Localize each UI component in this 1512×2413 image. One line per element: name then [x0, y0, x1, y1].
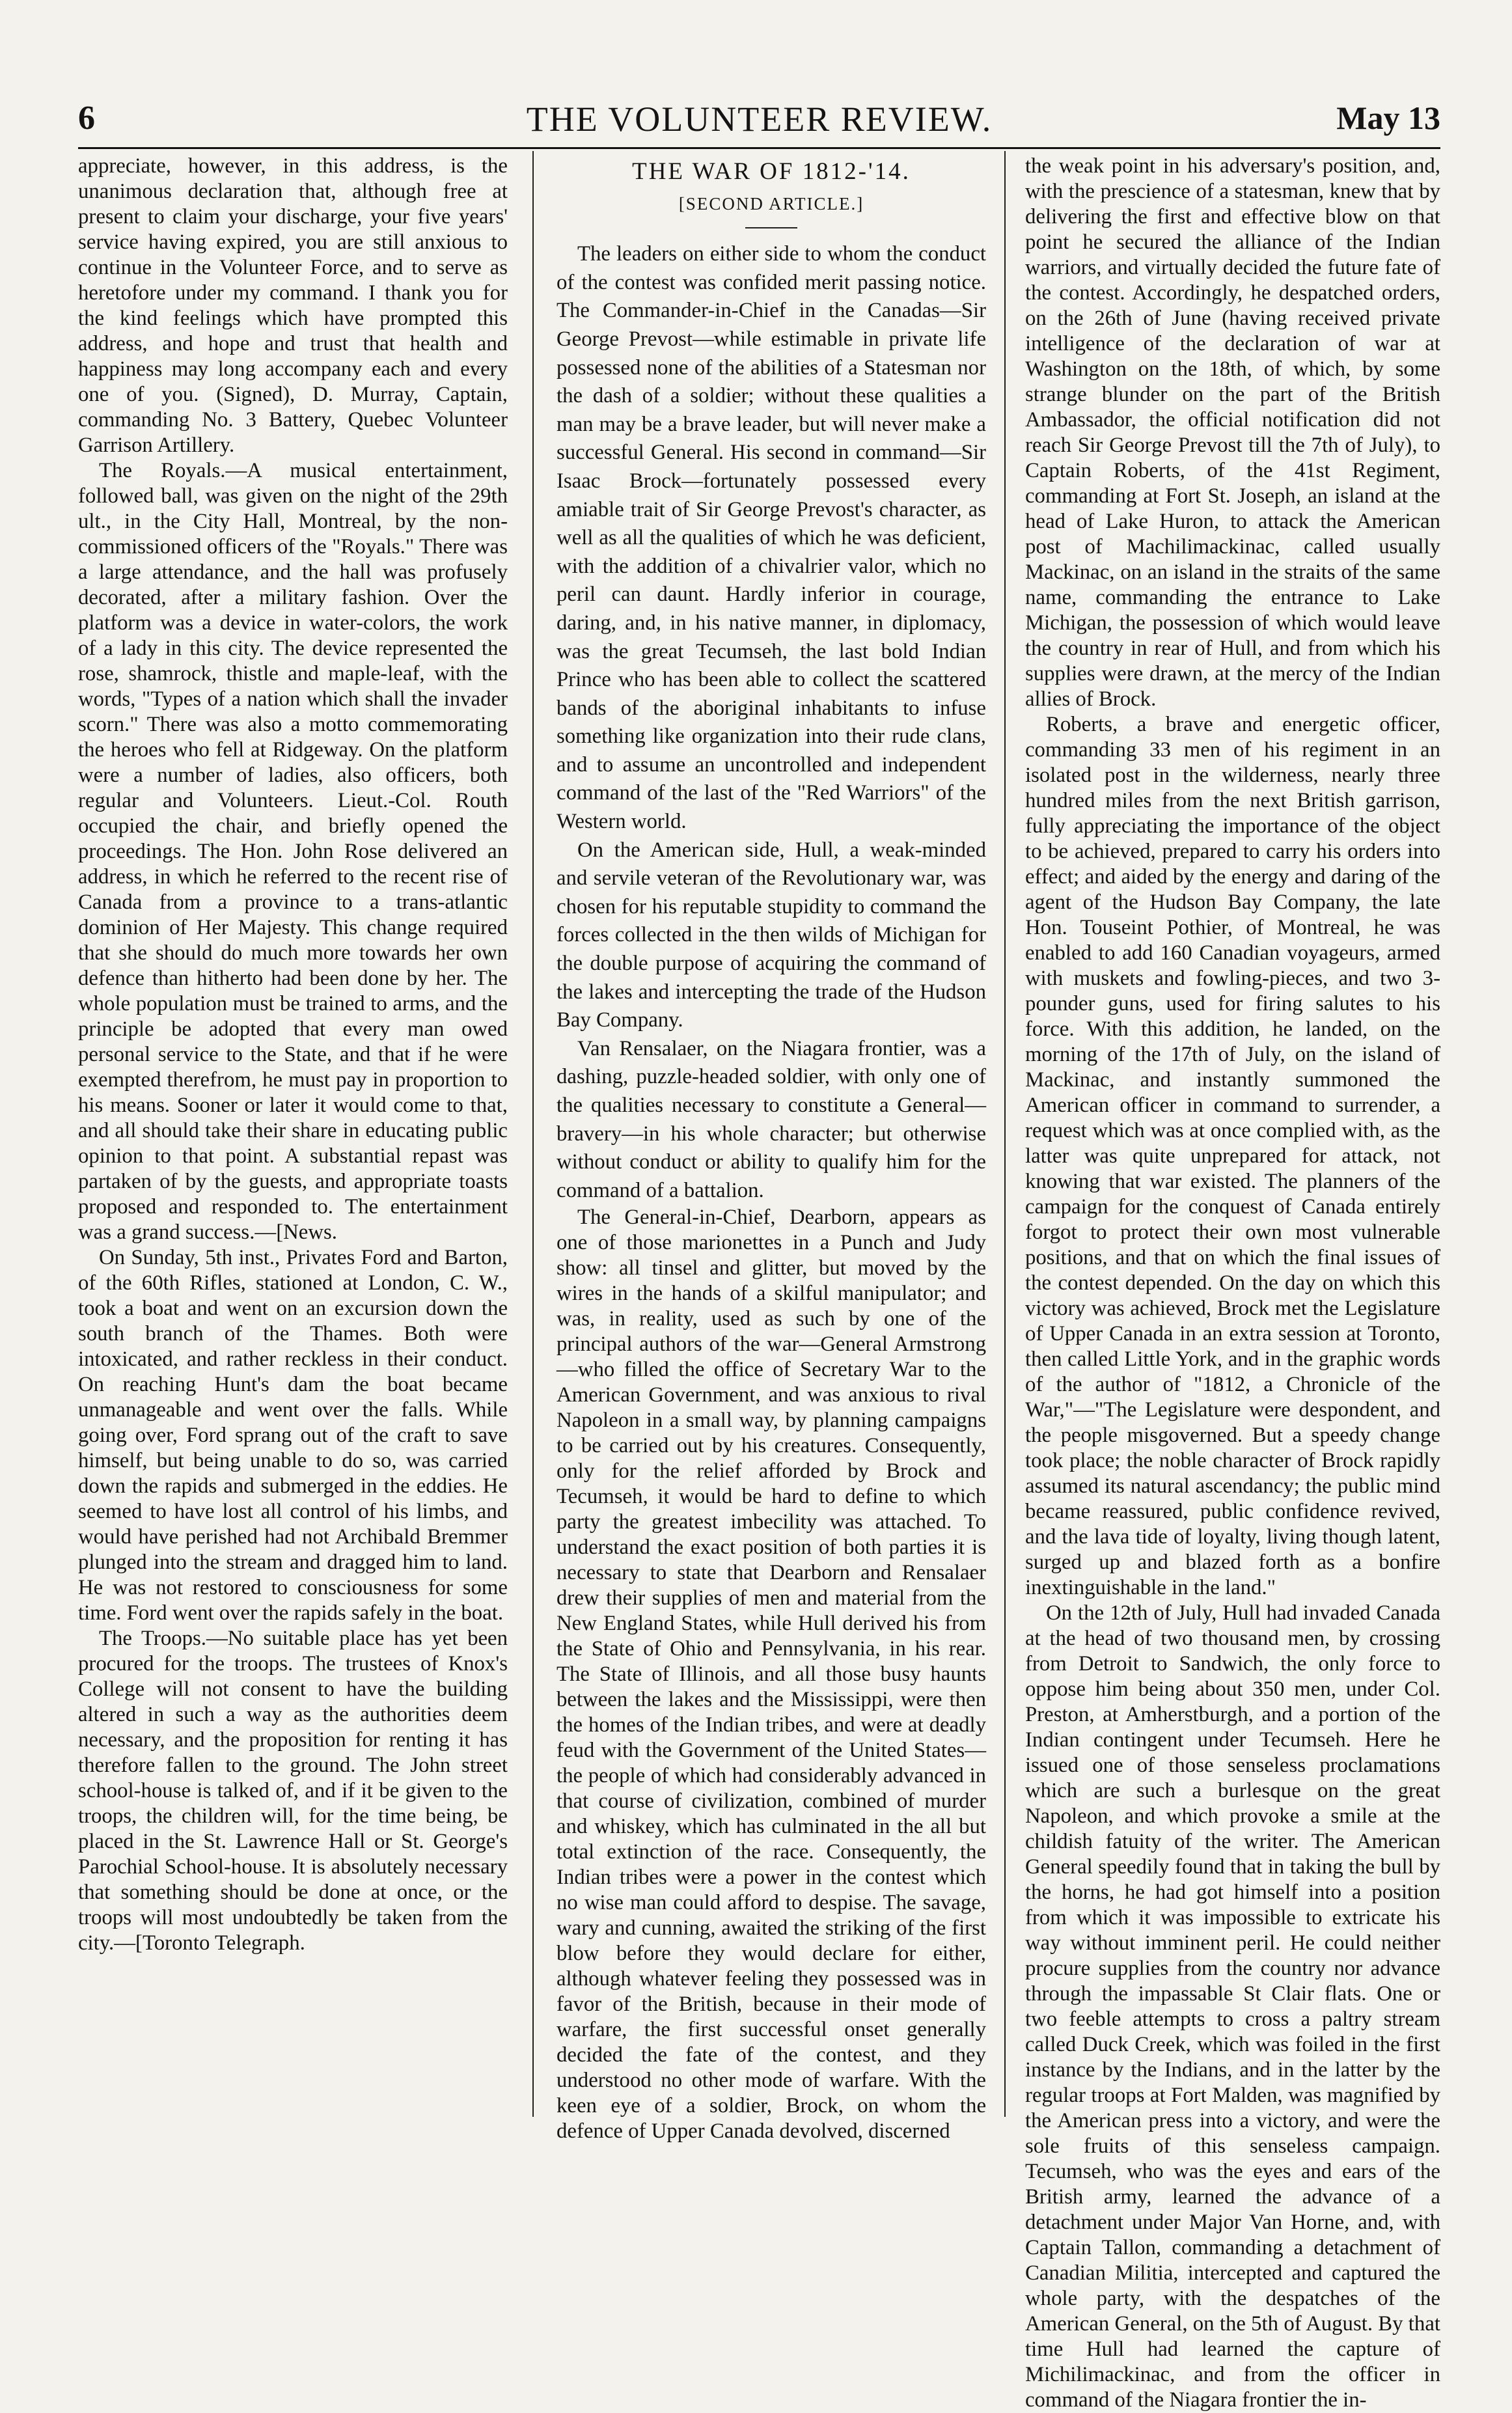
article-title: THE WAR OF 1812-'14.: [632, 158, 911, 185]
middle-column: [557, 154, 986, 2144]
article-paragraph: The leaders on either side to whom the conduct of the contest was confided merit passing notice. The Commander-in-Chief in the Canadas—Sir George Prevost—while estimable in private life possessed none of the abilities of a Statesman nor the dash of a soldier; without these qualities a man may be a brave leader, but will never make a successful General. His second in command—Sir Isaac Brock—fortunately possessed every amiable trait of Sir George Prevost's character, as well as all the qualities of which he was deficient, with the addition of a chivalrier valor, which no peril can daunt. Hardly inferior in courage, daring, and, in his native manner, in diplomacy, was the great Tecumseh, the last bold Indian Prince who has been able to collect the scattered bands of the aboriginal inhabitants to infuse something like organization into their rude clans, and to assume an uncontrolled and independent command of the last of the "Red Warriors" of the Western world.: [557, 242, 986, 834]
article-paragraph: On the 12th of July, Hull had invaded Canada at the head of two thousand men, by crossing from Detroit to Sandwich, the only force to oppose him being about 350 men, under Col. Preston, at Amherstburgh, and a portion of the Indian contingent under Tecumseh. Here he issued one of those senseless proclamations which are such a burlesque on the great Napoleon, and which provoke a smile at the childish fatuity of the writer. The American General speedily found that in taking the bull by the horns, he had got himself into a position from which it was impossible to extricate his way without imminent peril. He could neither procure supplies from the country nor advance through the impassable St Clair flats. One or two feeble attempts to cross a paltry stream called Duck Creek, which was foiled in the first instance by the Indians, and in the latter by the regular troops at Fort Malden, was magnified by the American press into a victory, and were the sole fruits of this senseless campaign. Tecumseh, who was the eyes and ears of the British army, learned the advance of a detachment under Major Van Horne, and, with Captain Tallon, commanding a detachment of Canadian Militia, intercepted and captured the whole party, with the despatches of the American General, on the 5th of August. By that time Hull had learned the capture of Michilimackinac, and from the officer in command of the Niagara frontier the in-: [1025, 1601, 1440, 2412]
right-column: [1025, 154, 1440, 2412]
title-rule: [745, 227, 797, 228]
article-paragraph: The Royals.—A musical entertainment, followed ball, was given on the night of the 29th ult., in the City Hall, Montreal, by the non-commissioned officers of the "Royals." There was a large attendance, and the hall was profusely decorated, after a military fashion. Over the platform was a device in water-colors, the work of a lady in this city. The device represented the rose, shamrock, thistle and maple-leaf, with the words, "Types of a nation which shall the invader scorn." There was also a motto commemorating the heroes who fell at Ridgeway. On the platform were a number of ladies, also officers, both regular and Volunteers. Lieut.-Col. Routh occupied the chair, and briefly opened the proceedings. The Hon. John Rose delivered an address, in which he referred to the recent rise of Canada from a province to a trans-atlantic dominion of Her Majesty. This change required that she should do much more towards her own defence than hitherto had been done by her. The whole population must be trained to arms, and the principle be adopted that every man owed personal service to the State, and that if he were exempted therefrom, he must pay in proportion to his means. Sooner or later it would come to that, and all should take their share in educating public opinion to that point. A substantial repast was partaken of by the guests, and appropriate toasts proposed and responded to. The entertainment was a grand success.—[News.: [78, 459, 508, 1244]
journal-title: THE VOLUNTEER REVIEW.: [526, 100, 993, 139]
column-divider: [532, 151, 534, 2117]
column-divider: [1004, 151, 1006, 2117]
article-paragraph: Roberts, a brave and energetic officer, commanding 33 men of his regiment in an isolated post in the wilderness, nearly three hundred miles from the next British garrison, fully appreciating the importance of the object to be achieved, prepared to carry his orders into effect; and aided by the energy and daring of the agent of the Hudson Bay Company, the late Hon. Touseint Pothier, of Montreal, he was enabled to add 160 Canadian voyageurs, armed with muskets and fowling-pieces, and two 3-pounder guns, used for firing salutes to his force. With this addition, he landed, on the morning of the 17th of July, on the island of Mackinac, and instantly summoned the American officer in command to surrender, a request which was at once complied with, as the latter was quite unprepared for attack, not knowing that war existed. The planners of the campaign for the conquest of Canada entirely forgot to protect their own most vulnerable positions, and that on which the final issues of the contest depended. On the day on which this victory was achieved, Brock met the Legislature of Upper Canada in an extra session at Toronto, then called Little York, and in the graphic words of the author of "1812, a Chronicle of the War,"—"The Legislature were despondent, and the people misgoverned. But a speedy change took place; the noble character of Brock rapidly assumed its natural ascendancy; the public mind became reassured, public confidence revived, and the lava tide of loyalty, living though latent, surged up and blazed forth as a bonfire inextinguishable in the land.": [1025, 713, 1440, 1599]
article-paragraph: On Sunday, 5th inst., Privates Ford and Barton, of the 60th Rifles, stationed at London, C. W., took a boat and went on an excursion down the south branch of the Thames. Both were intoxicated, and rather reckless in their conduct. On reaching Hunt's dam the boat became unmanageable and went over the falls. While going over, Ford sprang out of the craft to save himself, but being unable to do so, was carried down the rapids and submerged in the eddies. He seemed to have lost all control of his limbs, and would have perished had not Archibald Bremmer plunged into the stream and dragged him to land. He was not restored to consciousness for some time. Ford went over the rapids safely in the boat.: [78, 1246, 508, 1625]
article-paragraph: appreciate, however, in this address, is the unanimous declaration that, although free at present to claim your discharge, your five years' service having expired, you are still anxious to continue in the Volunteer Force, and to serve as heretofore under my command. I thank you for the kind feelings which have prompted this address, and hope and trust that health and happiness may long accompany each and every one of you. (Signed), D. Murray, Captain, commanding No. 3 Battery, Quebec Volunteer Garrison Artillery.: [78, 154, 508, 457]
article-subtitle: [SECOND ARTICLE.]: [678, 193, 864, 214]
page-header: [78, 99, 1440, 147]
article-paragraph: The Troops.—No suitable place has yet been procured for the troops. The trustees of Knox's College will not consent to have the building altered in such a way as the authorities deem necessary, and the proposition for renting it has therefore fallen to the ground. The John street school-house is talked of, and if it be given to the troops, the children will, for the time being, be placed in the St. Lawrence Hall or St. George's Parochial School-house. It is absolutely necessary that something should be done at once, or the troops will most undoubtedly be taken from the city.—[Toronto Telegraph.: [78, 1627, 508, 1955]
article-paragraph: On the American side, Hull, a weak-minded and servile veteran of the Revolutionary war, was chosen for his reputable stupidity to command the forces collected in the then wilds of Michigan for the double purpose of acquiring the command of the lakes and intercepting the trade of the Hudson Bay Company.: [557, 838, 986, 1032]
article-paragraph: Van Rensalaer, on the Niagara frontier, was a dashing, puzzle-headed soldier, with only one of the qualities necessary to constitute a General—bravery—in his whole character; but otherwise without conduct or ability to qualify him for the command of a battalion.: [557, 1036, 986, 1202]
header-rule: [78, 147, 1440, 149]
page-number: 6: [78, 100, 95, 137]
article-paragraph: the weak point in his adversary's position, and, with the prescience of a statesman, knew that by delivering the first and effective blow on that point he secured the alliance of the Indian warriors, and virtually decided the future fate of the contest. Accordingly, he despatched orders, on the 26th of June (having received private intelligence of the declaration of war at Washington on the 18th, of which, by some strange blunder on the part of the British Ambassador, the official notification did not reach Sir George Prevost till the 7th of July), to Captain Roberts, of the 41st Regiment, commanding at Fort St. Joseph, an island at the head of Lake Huron, to attack the American post of Machilimackinac, called usually Mackinac, on an island in the straits of the same name, commanding the entrance to Lake Michigan, the possession of which would leave the country in rear of Hull, and from which his supplies were drawn, at the mercy of the Indian allies of Brock.: [1025, 154, 1440, 711]
article-paragraph: The General-in-Chief, Dearborn, appears as one of those marionettes in a Punch and Judy show: all tinsel and glitter, but moved by the wires in the hands of a skilful manipulator; and was, in reality, used as such by one of the principal authors of the war—General Armstrong—who filled the office of Secretary War to the American Government, and was anxious to rival Napoleon in a small way, by planning campaigns to be carried out by his creatures. Consequently, only for the relief afforded by Brock and Tecumseh, it would be hard to define to which party the greatest imbecility was attached. To understand the exact position of both parties it is necessary to state that Dearborn and Rensalaer drew their supplies of men and material from the New England States, while Hull derived his from the State of Ohio and Pennsylvania, in his rear. The State of Illinois, and all those busy haunts between the lakes and the Mississippi, were then the homes of the Indian tribes, and were at deadly feud with the Government of the United States—the people of which had considerably advanced in that course of civilization, combined of murder and whiskey, which has culminated in the all but total extinction of the race. Consequently, the Indian tribes were a power in the contest which no wise man could afford to despise. The savage, wary and cunning, awaited the striking of the first blow before they would declare for either, although whatever feeling they possessed was in favor of the British, because in their mode of warfare, the first successful onset generally decided the fate of the contest, and they understood no other mode of warfare. With the keen eye of a soldier, Brock, on whom the defence of Upper Canada devolved, discerned: [557, 1206, 986, 2144]
left-column: [78, 154, 508, 2116]
issue-date: May 13: [1336, 100, 1440, 136]
